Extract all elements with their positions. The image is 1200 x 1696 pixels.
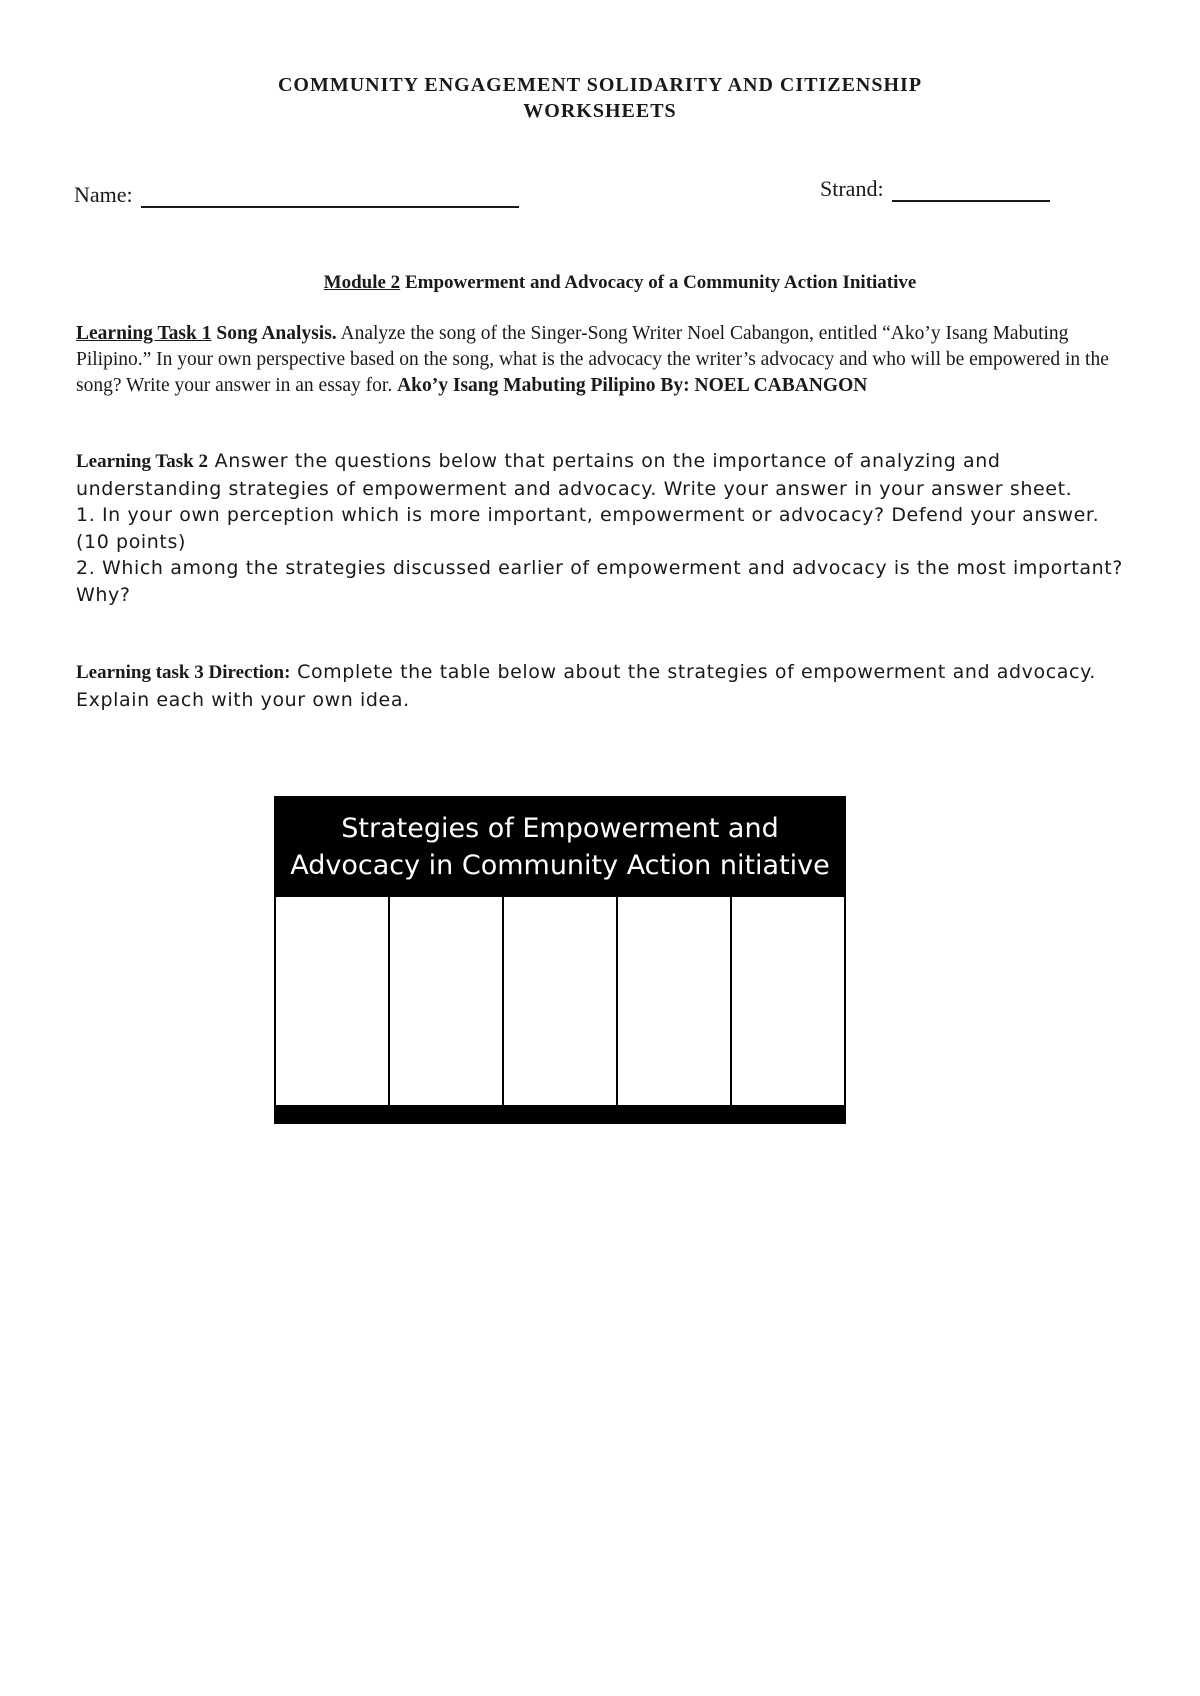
module-title: Empowerment and Advocacy of a Community Action Initiative <box>404 272 917 293</box>
table-footer <box>274 1105 846 1124</box>
module-number: Module 2 <box>323 272 401 293</box>
title-line-2: WORKSHEETS <box>523 100 677 122</box>
worksheet-title <box>0 72 1200 124</box>
learning-task-1 <box>76 321 1136 399</box>
table-header-line-2: Advocacy in Community Action nitiative <box>290 849 830 881</box>
name-blank[interactable] <box>141 182 519 208</box>
task2-label: Learning Task 2 <box>76 451 208 472</box>
table-cell-2[interactable] <box>390 897 504 1105</box>
title-line-1: COMMUNITY ENGAGEMENT SOLIDARITY AND CITIZENSHIP <box>277 74 923 96</box>
table-cell-3[interactable] <box>504 897 618 1105</box>
task2-question-2: 2. Which among the strategies discussed earlier of empowerment and advocacy is the most important? Why? <box>76 557 1123 606</box>
table-cell-5[interactable] <box>732 897 844 1105</box>
strand-field[interactable] <box>820 176 1050 202</box>
task3-body: Complete the table below about the strategies of empowerment and advocacy. Explain each with your own idea. <box>76 661 1096 711</box>
task2-intro: Answer the questions below that pertains on the importance of analyzing and understanding strategies of empowerment and advocacy. Write your answer in your answer sheet. <box>76 450 1073 500</box>
learning-task-2 <box>76 448 1136 608</box>
table-cell-4[interactable] <box>618 897 732 1105</box>
strand-blank[interactable] <box>892 176 1050 202</box>
task1-heading: Song Analysis. <box>216 323 337 344</box>
task1-body: Analyze the song of the Singer-Song Writer Noel Cabangon, entitled “Ako’y Isang Mabuting Pilipino.” In your own perspective based on the song, what is the advocacy the writer’s advocacy and who will be empowered in the song? Write your answer in an essay for. <box>76 323 1109 396</box>
task3-label: Learning task 3 Direction: <box>76 662 291 683</box>
task1-label: Learning Task 1 <box>76 323 212 344</box>
name-field[interactable] <box>74 182 519 208</box>
module-heading <box>0 272 1200 294</box>
table-cells <box>274 897 846 1105</box>
learning-task-3 <box>76 659 1136 713</box>
task2-question-1: 1. In your own perception which is more important, empowerment or advocacy? Defend your answer. (10 points) <box>76 504 1100 553</box>
strand-label: Strand: <box>820 176 884 201</box>
strategies-table <box>274 796 846 1126</box>
table-header <box>274 796 846 897</box>
table-header-line-1: Strategies of Empowerment and <box>341 812 779 844</box>
name-label: Name: <box>74 182 133 207</box>
table-cell-1[interactable] <box>276 897 390 1105</box>
task1-song: Ako’y Isang Mabuting Pilipino By: NOEL CABANGON <box>397 375 868 396</box>
